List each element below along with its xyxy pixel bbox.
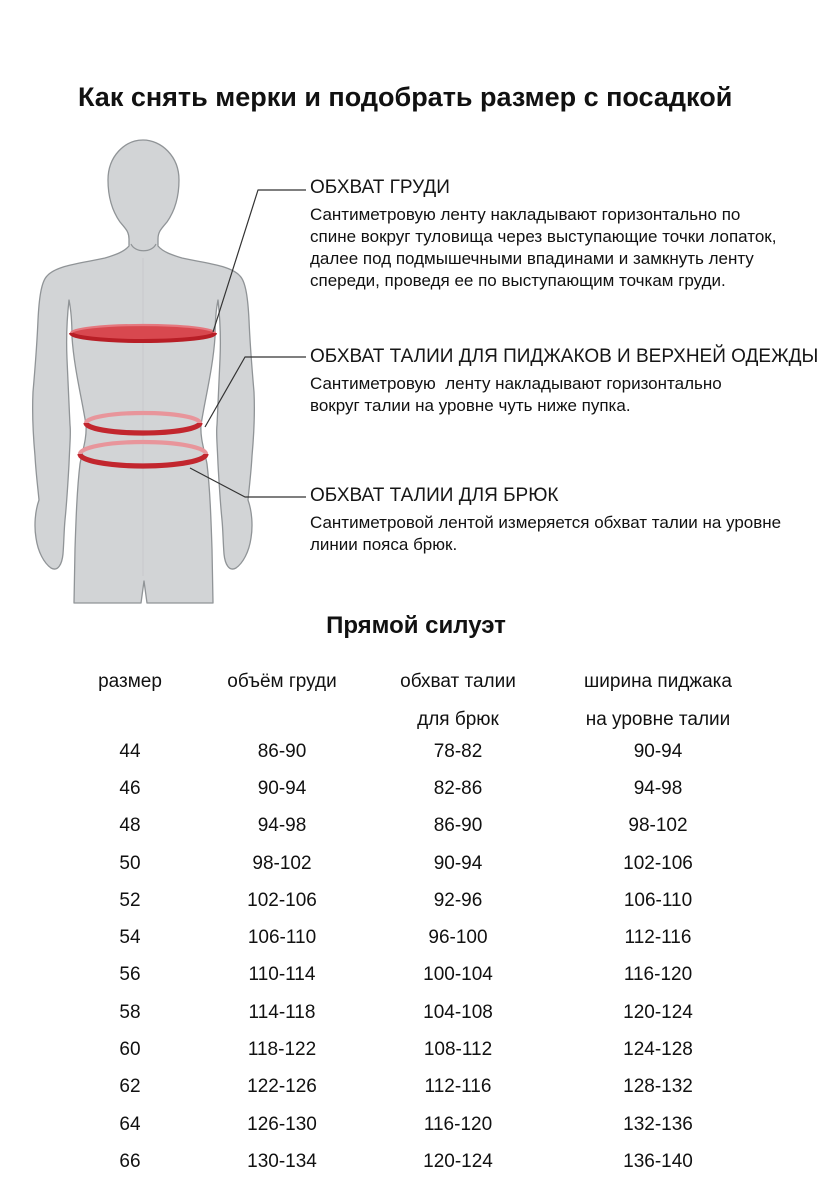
measurement-block-trouser-waist — [310, 484, 781, 556]
measurement-description — [310, 204, 776, 292]
table-cell: 106-110 — [623, 889, 693, 911]
description-line: вокруг талии на уровне чуть ниже пупка. — [310, 396, 631, 415]
table-cell: 126-130 — [247, 1113, 317, 1135]
chest-band — [71, 325, 215, 341]
table-cell: 46 — [119, 777, 141, 799]
table-cell: 48 — [119, 815, 141, 837]
column-header-chest: объём груди — [227, 671, 337, 692]
table-cell: 98-102 — [628, 815, 688, 837]
table-cell: 54 — [119, 927, 141, 949]
table-cell: 120-124 — [423, 1150, 493, 1172]
table-cell: 50 — [119, 852, 141, 874]
size-table-title: Прямой силуэт — [326, 612, 506, 639]
table-cell: 86-90 — [257, 740, 307, 762]
measurement-label: ОБХВАТ ГРУДИ — [310, 177, 450, 198]
column-header-size: размер — [98, 671, 162, 692]
description-line: далее под подмышечными впадинами и замкнуть ленту — [310, 249, 754, 268]
table-row — [64, 994, 768, 1031]
table-cell: 52 — [119, 889, 141, 911]
size-table-header — [64, 663, 768, 739]
table-row — [64, 845, 768, 882]
table-row — [64, 882, 768, 919]
table-row — [64, 1143, 768, 1180]
table-cell: 90-94 — [633, 740, 683, 762]
table-cell: 62 — [119, 1076, 141, 1098]
description-line: спине вокруг туловища через выступающие точки лопаток, — [310, 227, 777, 246]
table-cell: 60 — [119, 1039, 141, 1061]
column-header-trouser-waist: обхват талии для брюк — [400, 671, 516, 730]
table-cell: 82-86 — [433, 777, 483, 799]
description-line: Сантиметровую ленту накладывают горизонтально — [310, 374, 722, 393]
table-cell: 102-106 — [247, 889, 317, 911]
table-cell: 116-120 — [623, 964, 693, 986]
table-row — [64, 733, 768, 770]
size-table — [64, 733, 768, 1181]
description-line: линии пояса брюк. — [310, 535, 458, 554]
table-cell: 128-132 — [623, 1076, 693, 1098]
table-cell: 98-102 — [252, 852, 312, 874]
measurement-label: ОБХВАТ ТАЛИИ ДЛЯ ПИДЖАКОВ И ВЕРХНЕЙ ОДЕЖДЫ — [310, 346, 819, 367]
table-cell: 120-124 — [623, 1001, 693, 1023]
table-row — [64, 1069, 768, 1106]
table-cell: 124-128 — [623, 1039, 693, 1061]
table-cell: 56 — [119, 964, 141, 986]
table-cell: 64 — [119, 1113, 141, 1135]
table-cell: 102-106 — [623, 852, 693, 874]
table-cell: 58 — [119, 1001, 141, 1023]
column-header-jacket-width: ширина пиджака на уровне талии — [584, 671, 732, 730]
measurement-description — [310, 373, 818, 417]
page-title: Как снять мерки и подобрать размер с посадкой — [78, 82, 733, 112]
table-cell: 94-98 — [633, 777, 683, 799]
table-cell: 122-126 — [247, 1076, 317, 1098]
table-cell: 104-108 — [423, 1001, 493, 1023]
measurement-block-chest — [310, 176, 776, 292]
measurement-label: ОБХВАТ ТАЛИИ ДЛЯ БРЮК — [310, 485, 559, 506]
table-cell: 66 — [119, 1150, 141, 1172]
table-cell: 92-96 — [433, 889, 483, 911]
table-cell: 96-100 — [428, 927, 488, 949]
table-cell: 78-82 — [433, 740, 483, 762]
table-cell: 130-134 — [247, 1150, 317, 1172]
table-row — [64, 919, 768, 956]
description-line: Сантиметровой лентой измеряется обхват талии на уровне — [310, 513, 782, 532]
table-cell: 100-104 — [423, 964, 493, 986]
table-cell: 94-98 — [257, 815, 307, 837]
description-line: спереди, проведя ее по выступающим точкам груди. — [310, 271, 726, 290]
table-cell: 108-112 — [423, 1039, 493, 1061]
table-cell: 136-140 — [623, 1150, 693, 1172]
table-cell: 118-122 — [247, 1039, 317, 1061]
table-cell: 110-114 — [248, 964, 316, 986]
table-cell: 116-120 — [423, 1113, 493, 1135]
measurement-figure — [24, 132, 314, 608]
table-cell: 106-110 — [247, 927, 317, 949]
measurement-block-jacket-waist — [310, 345, 818, 417]
table-cell: 112-116 — [624, 927, 692, 949]
table-row — [64, 770, 768, 807]
table-cell: 44 — [119, 740, 141, 762]
table-row — [64, 808, 768, 845]
table-row — [64, 1106, 768, 1143]
table-cell: 132-136 — [623, 1113, 693, 1135]
table-row — [64, 1031, 768, 1068]
description-line: Сантиметровую ленту накладывают горизонтально по — [310, 205, 741, 224]
measurement-description — [310, 512, 781, 556]
table-cell: 90-94 — [433, 852, 483, 874]
table-cell: 114-118 — [248, 1001, 316, 1023]
table-cell: 90-94 — [257, 777, 307, 799]
table-cell: 86-90 — [433, 815, 483, 837]
table-cell: 112-116 — [424, 1076, 492, 1098]
table-row — [64, 957, 768, 994]
